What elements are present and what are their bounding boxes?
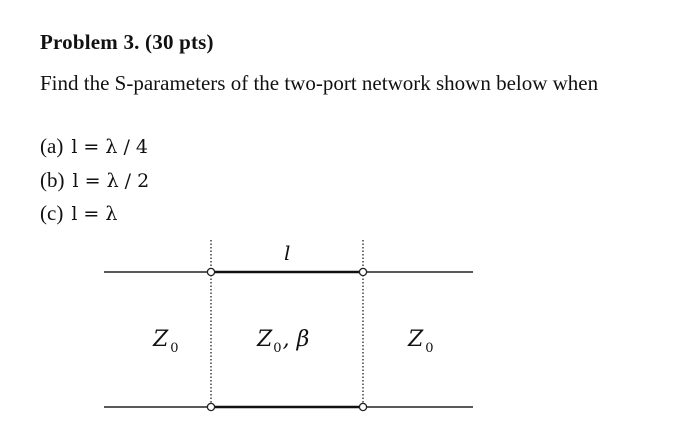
part-c-condition: l = λ (71, 203, 118, 225)
part-b-label: (b) (40, 168, 65, 192)
terminal-bottom-left (207, 403, 214, 410)
middle-impedance-label: $Z_0$, β (257, 327, 310, 356)
right-impedance-label: Z $_0$ (408, 327, 434, 356)
part-a-condition: l = λ / 4 (71, 136, 148, 158)
part-b-condition: l = λ / 2 (72, 170, 150, 192)
left-impedance-label: Z $_0$ (153, 327, 179, 356)
problem-title: Problem 3. (30 pts) (40, 30, 214, 54)
part-c-label: (c) (40, 201, 64, 225)
terminal-top-right (359, 268, 366, 275)
length-label: l (284, 241, 291, 265)
part-a-label: (a) (40, 134, 64, 158)
terminal-bottom-right (359, 403, 366, 410)
terminal-top-left (207, 268, 214, 275)
problem-statement: Find the S-parameters of the two-port network shown below when (40, 71, 599, 95)
